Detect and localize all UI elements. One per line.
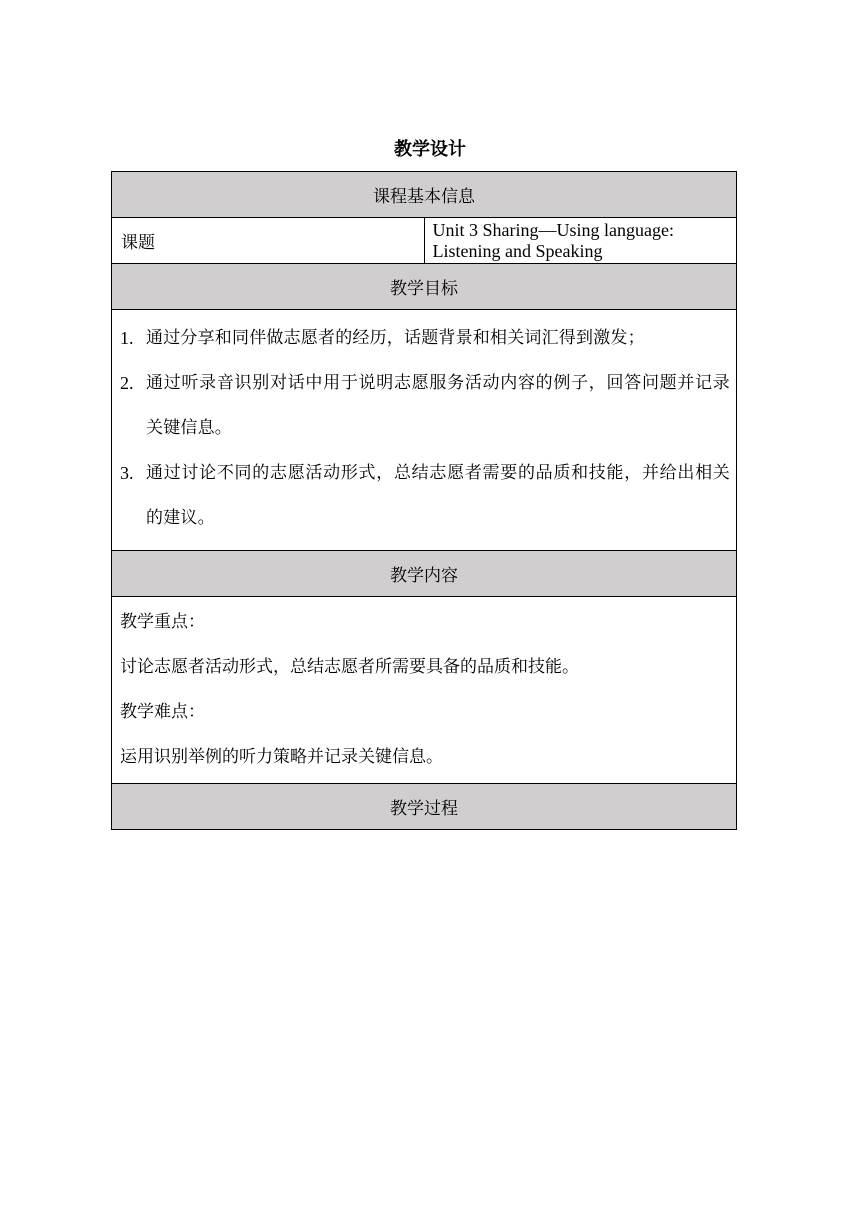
- objective-text: 通过听录音识别对话中用于说明志愿服务活动内容的例子，回答问题并记录关键信息。: [146, 373, 730, 438]
- objective-number: 1.: [120, 328, 134, 348]
- process-header-row: [112, 784, 737, 830]
- objective-text: 通过分享和同伴做志愿者的经历，话题背景和相关词汇得到激发；: [146, 328, 645, 348]
- process-header: 教学过程: [112, 784, 737, 830]
- objectives-header: 教学目标: [112, 264, 737, 310]
- content-body: [112, 597, 737, 784]
- topic-row: [112, 218, 737, 264]
- key-points-text: 讨论志愿者活动形式，总结志愿者所需要具备的品质和技能。: [120, 657, 579, 677]
- objective-item: [120, 361, 730, 451]
- content-row: [112, 597, 737, 784]
- content-header: 教学内容: [112, 551, 737, 597]
- topic-value: Unit 3 Sharing—Using language: Listening and Speaking: [424, 218, 737, 264]
- objective-item: [120, 451, 730, 541]
- basic-info-header: 课程基本信息: [112, 172, 737, 218]
- document-title: 教学设计: [394, 139, 466, 160]
- objectives-row: [112, 310, 737, 551]
- objectives-header-row: [112, 264, 737, 310]
- basic-info-header-row: [112, 172, 737, 218]
- objective-item: [120, 316, 730, 361]
- lesson-design-table: [111, 171, 737, 830]
- objective-number: 3.: [120, 463, 134, 483]
- objective-text: 通过讨论不同的志愿活动形式，总结志愿者需要的品质和技能，并给出相关的建议。: [146, 463, 730, 528]
- difficult-points-text: 运用识别举例的听力策略并记录关键信息。: [120, 747, 443, 767]
- topic-label: 课题: [112, 218, 425, 264]
- content-header-row: [112, 551, 737, 597]
- difficult-points-label: 教学难点：: [120, 702, 205, 722]
- objectives-list: [112, 310, 737, 551]
- objective-number: 2.: [120, 373, 134, 393]
- key-points-label: 教学重点：: [120, 612, 205, 632]
